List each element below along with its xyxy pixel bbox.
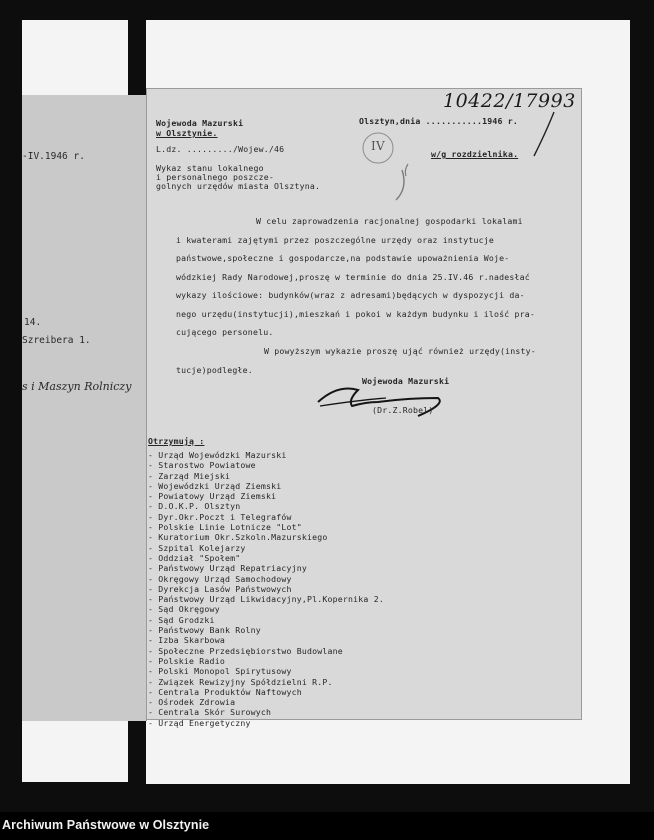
handwritten-slash bbox=[524, 110, 564, 160]
signature-name: (Dr.Z.Robel) bbox=[372, 405, 434, 415]
fragment-date: -IV.1946 r. bbox=[22, 151, 85, 162]
recipient-item: - Centrala Skór Surowych bbox=[148, 707, 272, 718]
body-line-3: państwowe,społeczne i gospodarcze,na podstawie upoważnienia Woje- bbox=[176, 253, 510, 263]
signature-title: Wojewoda Mazurski bbox=[362, 376, 450, 386]
body-line-5: wykazy ilościowe: budynków(wraz z adresami)będących w dyspozycji da- bbox=[176, 290, 525, 300]
recipient-item: - Centrala Produktów Naftowych bbox=[148, 686, 302, 697]
fragment-address: Szreibera 1. bbox=[22, 335, 91, 346]
body-line-8: W powyższym wykazie proszę ująć również urzędy(insty- bbox=[264, 346, 536, 356]
recipient-item: - Powiatowy Urząd Ziemski bbox=[148, 491, 277, 502]
issuer-line-2: w Olsztynie. bbox=[156, 128, 218, 138]
recipient-item: - Państwowy Bank Rolny bbox=[148, 625, 261, 636]
recipient-item: - Dyr.Okr.Poczt i Telegrafów bbox=[148, 511, 292, 522]
previous-page-fragment bbox=[22, 95, 147, 721]
place-date: Olsztyn,dnia ...........1946 r. bbox=[359, 116, 519, 126]
reference-number: L.dz. ........./Wojew./46 bbox=[156, 144, 285, 154]
subject-line-2: i personalnego poszcze- bbox=[156, 172, 274, 182]
recipient-item: - Społeczne Przedsiębiorstwo Budowlane bbox=[148, 645, 343, 656]
recipient-item: - D.O.K.P. Olsztyn bbox=[148, 501, 241, 512]
recipient-item: - Izba Skarbowa bbox=[148, 635, 225, 646]
archive-name: Archiwum Państwowe w Olsztynie bbox=[2, 818, 210, 832]
recipient-item: - Polskie Linie Lotnicze "Lot" bbox=[148, 522, 302, 533]
subject-line-1: Wykaz stanu lokalnego bbox=[156, 163, 264, 173]
recipient-item: - Zarząd Miejski bbox=[148, 470, 231, 481]
letter-page bbox=[146, 88, 582, 728]
body-line-9: tucje)podległe. bbox=[176, 365, 253, 375]
recipient-item: - Kuratorium Okr.Szkoln.Mazurskiego bbox=[148, 532, 328, 543]
recipient-item: - Dyrekcja Lasów Państwowych bbox=[148, 583, 292, 594]
recipient-item: - Urząd Energetyczny bbox=[148, 717, 251, 728]
body-line-7: cującego personelu. bbox=[176, 327, 274, 337]
recipient-item: - Państwowy Urząd Repatriacyjny bbox=[148, 563, 308, 574]
recipient-item: - Szpital Kolejarzy bbox=[148, 542, 246, 553]
recipients-list bbox=[148, 450, 384, 728]
issuer-line-1: Wojewoda Mazurski bbox=[156, 118, 244, 128]
body-line-6: nego urzędu(instytucji),mieszkań i pokoi w każdym budynku i ilość pra- bbox=[176, 309, 536, 319]
recipient-item: - Sąd Okręgowy bbox=[148, 604, 220, 615]
recipient-item: - Starostwo Powiatowe bbox=[148, 460, 256, 471]
archive-handwritten-number: 10422/17993 bbox=[443, 90, 576, 112]
recipient-item: - Polski Monopol Spirytusowy bbox=[148, 666, 292, 677]
recipient-item: - Urząd Wojewódzki Mazurski bbox=[148, 450, 287, 460]
recipient-item: - Sąd Grodzki bbox=[148, 614, 215, 625]
fragment-handwriting: s i Maszyn Rolniczy bbox=[22, 380, 132, 393]
body-line-4: wódzkiej Rady Narodowej,proszę w terminie do dnia 25.IV.46 r.nadesłać bbox=[176, 272, 530, 282]
recipient-item: - Okręgowy Urząd Samochodowy bbox=[148, 573, 292, 584]
subject-line-3: golnych urzędów miasta Olsztyna. bbox=[156, 181, 321, 191]
recipient-item: - Ośrodek Zdrowia bbox=[148, 697, 236, 708]
distribution-note: w/g rozdzielnika. bbox=[431, 149, 519, 159]
roman-numeral-stamp bbox=[358, 130, 428, 200]
recipient-item: - Wojewódzki Urząd Ziemski bbox=[148, 480, 282, 491]
recipient-item: - Oddział "Społem" bbox=[148, 552, 241, 563]
stamp-roman-text: IV bbox=[371, 139, 385, 153]
recipient-item: - Polskie Radio bbox=[148, 655, 225, 666]
body-line-1: W celu zaprowadzenia racjonalnej gospodarki lokalami bbox=[256, 216, 523, 226]
fragment-number: 14. bbox=[24, 317, 42, 328]
recipients-heading: Otrzymują : bbox=[148, 436, 205, 446]
recipient-item: - Państwowy Urząd Likwidacyjny,Pl.Kopernika 2. bbox=[148, 594, 384, 605]
body-line-2: i kwaterami zajętymi przez poszczególne urzędy oraz instytucje bbox=[176, 235, 495, 245]
recipient-item: - Związek Rewizyjny Spółdzielni R.P. bbox=[148, 676, 333, 687]
